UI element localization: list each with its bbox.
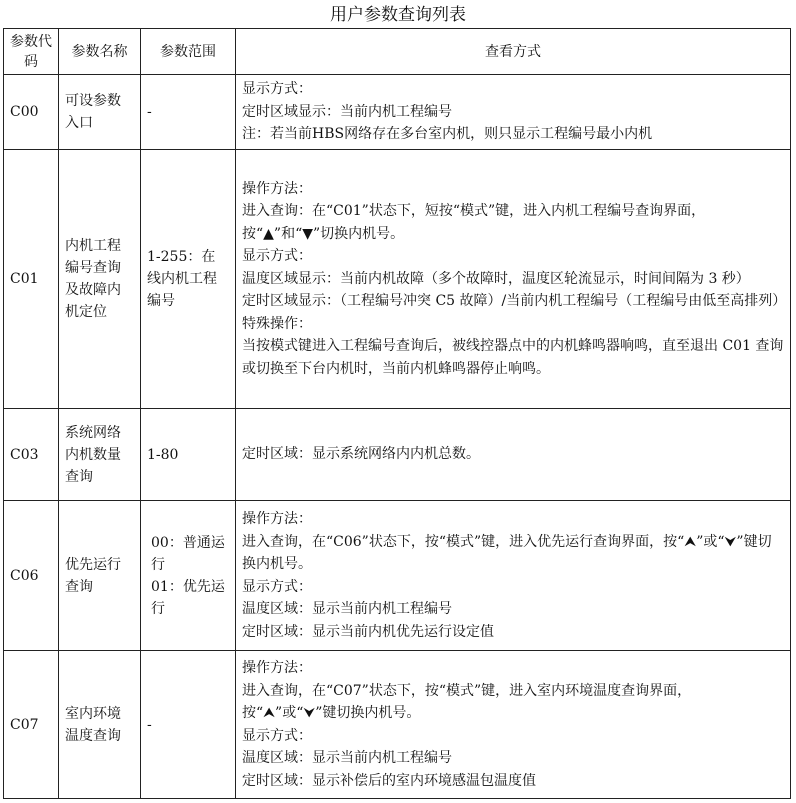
view-method [236,501,791,651]
view-method [236,409,791,501]
method-line: 当按模式键进入工程编号查询后，被线控器点中的内机蜂鸣器响鸣，直至退出 C01 查询或切换至下台内机时，当前内机蜂鸣器停止响鸣。 [242,338,784,377]
method-line: 显示方式： [242,248,312,265]
parameter-table [3,28,791,799]
method-line: 特殊操作： [242,315,312,332]
param-code: C01 [4,150,59,409]
table-row [4,409,791,501]
header-name: 参数名称 [59,29,141,75]
method-line: 定时区域显示：（工程编号冲突 C5 故障）/当前内机工程编号（工程编号由低至高排列） [242,293,787,310]
param-range: - [141,75,236,150]
view-method [236,150,791,409]
method-line: 显示方式： [242,81,312,98]
method-line: 定时区域：显示补偿后的室内环境感温包温度值 [242,772,536,789]
method-line: 操作方法： [242,180,312,197]
table-row [4,75,791,150]
param-name: 内机工程编号查询及故障内机定位 [59,150,141,409]
method-line: 操作方法： [242,660,312,676]
param-name: 系统网络内机数量查询 [59,409,141,501]
header-method: 查看方式 [236,29,791,75]
table-row [4,150,791,409]
method-line: 进入查询，在“C07”状态下，按“模式”键，进入室内环境温度查询界面，按“⮝”或“⮟”键切换内机号。 [242,682,692,721]
page-title: 用户参数查询列表 [330,5,466,25]
view-method [236,651,791,799]
table-row [4,501,791,651]
header-range: 参数范围 [141,29,236,75]
param-code: C06 [4,501,59,651]
table-header-row [4,29,791,75]
param-code: C03 [4,409,59,501]
param-name: 优先运行查询 [59,501,141,651]
method-line: 注：若当前HBS网络存在多台室内机，则只显示工程编号最小内机 [242,126,653,143]
param-code: C07 [4,651,59,799]
range-line: 01：优先运行 [151,578,225,617]
param-range: 1-80 [141,409,236,501]
param-range: - [141,651,236,799]
param-code: C00 [4,75,59,150]
method-line: 定时区域显示：当前内机工程编号 [242,103,452,120]
param-range [141,501,236,651]
header-code: 参数代码 [4,29,59,75]
method-line: 温度区域：显示当前内机工程编号 [242,750,452,766]
param-range: 1-255：在线内机工程编号 [141,150,236,409]
view-method [236,75,791,150]
param-name: 室内环境温度查询 [59,651,141,799]
method-line: 显示方式： [242,727,312,744]
method-line: 定时区域：显示当前内机优先运行设定值 [242,623,494,640]
method-line: 进入查询，在“C06”状态下，按“模式”键，进入优先运行查询界面，按“⮝”或“⮟”键切换内机号。 [242,533,772,572]
range-line: 00：普通运行 [151,534,225,573]
method-line: 温度区域显示：当前内机故障（多个故障时，温度区轮流显示，时间间隔为 3 秒） [242,270,750,287]
method-line: 进入查询：在“C01”状态下，短按“模式”键，进入内机工程编号查询界面，按“▲”和“▼”切换内机号。 [242,203,706,242]
method-line: 温度区域：显示当前内机工程编号 [242,601,452,617]
method-line: 定时区域：显示系统网络内内机总数。 [242,446,480,463]
table-row [4,651,791,799]
param-name: 可设参数入口 [59,75,141,150]
method-line: 操作方法： [242,511,312,527]
method-line: 显示方式： [242,578,312,595]
